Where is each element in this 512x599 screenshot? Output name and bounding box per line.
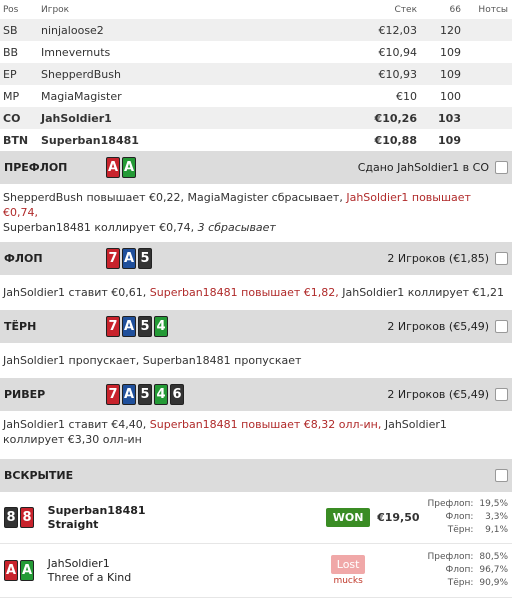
table-row: [0, 41, 512, 63]
row-pos: BB: [3, 45, 19, 59]
row-pos: SB: [3, 23, 18, 37]
card: 7: [106, 316, 120, 337]
showdown-player-row: [0, 492, 512, 544]
board-cards: [106, 248, 387, 269]
street-name: ФЛОП: [4, 252, 43, 265]
action-text: ShepperdBush повышает €0,22, MagiaMagister сбрасывает,: [3, 191, 347, 204]
hole-cards: [4, 507, 48, 528]
street-info: 2 Игроков (€1,85): [387, 252, 489, 265]
header-notes: Нотсы: [478, 4, 508, 15]
showdown-player-name[interactable]: Superban18481: [47, 503, 146, 517]
action-text-folds: 3 сбрасывает: [197, 221, 276, 234]
board-cards: [106, 384, 387, 405]
showdown-result: [320, 508, 376, 527]
street-flop-actions: [0, 275, 512, 310]
card: A: [122, 157, 136, 178]
row-pos: EP: [3, 67, 17, 81]
action-text: JahSoldier1 коллирует €3,30 олл-ин: [3, 418, 447, 446]
hole-cards: [4, 560, 48, 581]
card: A: [106, 157, 120, 178]
action-text-highlight: Superban18481 повышает €1,82,: [149, 286, 339, 299]
card: 5: [138, 384, 152, 405]
street-preflop-actions: [0, 184, 512, 242]
street-info: Сдано JahSoldier1 в CO: [357, 161, 489, 174]
row-pos: BTN: [3, 133, 29, 147]
row-hands: 109: [438, 133, 461, 147]
street-checkbox[interactable]: [495, 469, 508, 482]
card: A: [20, 560, 34, 581]
street-name: ПРЕФЛОП: [4, 161, 68, 174]
header-pos: Pos: [3, 4, 19, 15]
stat-label: Флоп:: [445, 512, 474, 522]
street-info: 2 Игроков (€5,49): [387, 320, 489, 333]
header-stack: Стек: [394, 4, 417, 15]
row-player[interactable]: Superban18481: [41, 133, 139, 147]
stat-value: 80,5%: [479, 552, 509, 562]
card: 4: [154, 316, 168, 337]
showdown-hand-name: Three of a Kind: [47, 570, 132, 584]
stat-label: Флоп:: [445, 565, 474, 575]
table-row: [0, 107, 512, 129]
street-name: РИВЕР: [4, 388, 46, 401]
action-text-highlight: Superban18481 повышает €8,32 олл-ин,: [149, 418, 382, 431]
card: 7: [106, 384, 120, 405]
row-pos: MP: [3, 89, 20, 103]
street-turn-actions: [0, 343, 512, 378]
stat-value: 90,9%: [479, 578, 509, 588]
table-row: [0, 63, 512, 85]
row-player[interactable]: ShepperdBush: [41, 67, 121, 81]
action-text: JahSoldier1 пропускает, Superban18481 пропускает: [3, 354, 302, 367]
street-turn-header: [0, 310, 512, 343]
equity-stats: [420, 551, 508, 590]
table-row: [0, 19, 512, 41]
won-amount: €19,50: [377, 511, 420, 524]
street-flop-header: [0, 242, 512, 275]
stat-label: Префлоп:: [427, 552, 474, 562]
row-hands: 103: [438, 111, 461, 125]
showdown-hand-name: Straight: [47, 517, 99, 531]
action-text-highlight: JahSoldier1 повышает €0,74,: [3, 191, 471, 219]
lost-badge: Lost: [331, 555, 366, 574]
board-cards: [106, 157, 358, 178]
equity-stats: [420, 498, 508, 537]
stat-label: Тёрн:: [447, 525, 474, 535]
row-hands: 109: [440, 67, 461, 81]
street-info: 2 Игроков (€5,49): [387, 388, 489, 401]
showdown-player-info: [48, 504, 321, 532]
row-stack: €12,03: [378, 23, 417, 37]
showdown-player-row: [0, 544, 512, 598]
row-stack: €10,26: [374, 111, 417, 125]
card: 7: [106, 248, 120, 269]
card: A: [122, 316, 136, 337]
won-badge: WON: [326, 508, 371, 527]
card: 8: [4, 507, 18, 528]
showdown-result: [320, 555, 376, 586]
showdown-player-name[interactable]: JahSoldier1: [47, 556, 110, 570]
row-player[interactable]: JahSoldier1: [41, 111, 112, 125]
stat-value: 96,7%: [479, 565, 509, 575]
street-showdown-header: [0, 459, 512, 492]
header-hands: 66: [449, 4, 461, 15]
row-stack: €10,93: [378, 67, 417, 81]
street-checkbox[interactable]: [495, 252, 508, 265]
street-checkbox[interactable]: [495, 320, 508, 333]
stat-label: Тёрн:: [447, 578, 474, 588]
street-checkbox[interactable]: [495, 388, 508, 401]
players-table: [0, 0, 512, 151]
card: 6: [170, 384, 184, 405]
table-row: [0, 85, 512, 107]
row-hands: 109: [440, 45, 461, 59]
card: A: [122, 384, 136, 405]
street-river-actions: [0, 411, 512, 459]
action-text: JahSoldier1 ставит €4,40,: [3, 418, 150, 431]
row-stack: €10: [396, 89, 417, 103]
action-text: Superban18481 коллирует €0,74,: [3, 221, 198, 234]
stat-label: Префлоп:: [427, 499, 474, 509]
street-preflop-header: [0, 151, 512, 184]
board-cards: [106, 316, 387, 337]
street-checkbox[interactable]: [495, 161, 508, 174]
stat-value: 3,3%: [485, 512, 509, 522]
showdown-player-info: [48, 557, 321, 585]
table-row: [0, 129, 512, 151]
mucks-label: mucks: [333, 576, 363, 586]
stat-value: 19,5%: [479, 499, 509, 509]
row-player[interactable]: ninjaloose2: [41, 23, 104, 37]
row-hands: 100: [440, 89, 461, 103]
header-player: Игрок: [41, 4, 70, 15]
row-pos: CO: [3, 111, 21, 125]
card: 5: [138, 248, 152, 269]
card: 5: [138, 316, 152, 337]
street-name: ТЁРН: [4, 320, 37, 333]
card: A: [122, 248, 136, 269]
card: 8: [20, 507, 34, 528]
action-text: JahSoldier1 коллирует €1,21: [338, 286, 505, 299]
street-name: ВСКРЫТИЕ: [4, 469, 74, 482]
row-player[interactable]: MagiaMagister: [41, 89, 122, 103]
row-player[interactable]: Imnevernuts: [41, 45, 111, 59]
action-text: JahSoldier1 ставит €0,61,: [3, 286, 150, 299]
card: 4: [154, 384, 168, 405]
table-header: [0, 0, 512, 19]
row-stack: €10,94: [378, 45, 417, 59]
row-hands: 120: [440, 23, 461, 37]
row-stack: €10,88: [374, 133, 417, 147]
street-river-header: [0, 378, 512, 411]
stat-value: 9,1%: [485, 525, 509, 535]
card: A: [4, 560, 18, 581]
